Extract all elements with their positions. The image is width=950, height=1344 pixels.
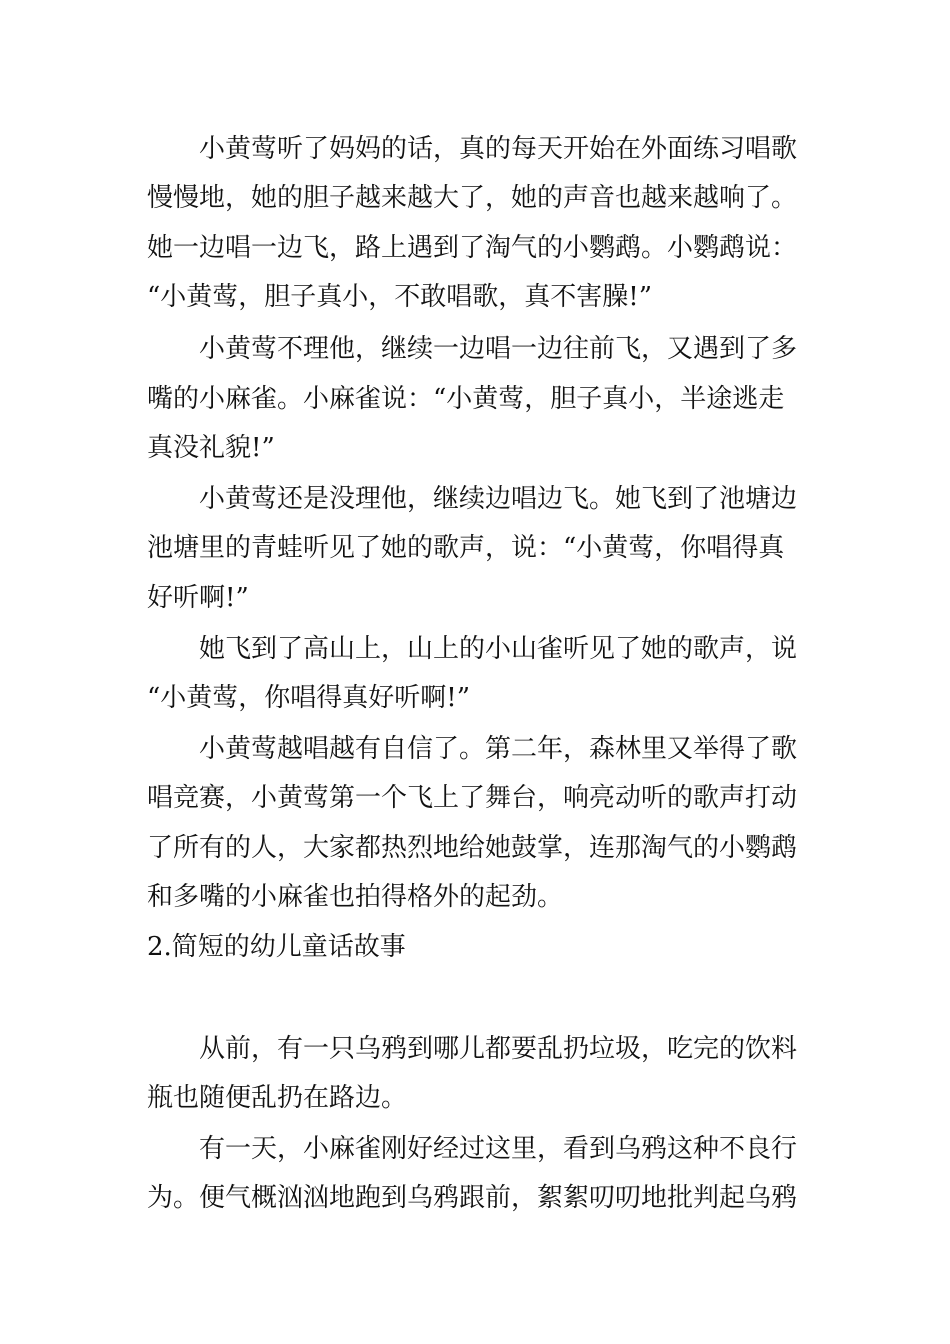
text-line: 小黄莺越唱越有自信了。第二年，森林里又举得了歌 — [199, 734, 798, 764]
text-line: 和多嘴的小麻雀也拍得格外的起劲。 — [147, 882, 564, 912]
text-line: “小黄莺，胆子真小，不敢唱歌，真不害臊!” — [147, 282, 653, 312]
text-line: 瓶也随便乱扔在路边。 — [147, 1083, 408, 1113]
text-line: 小黄莺还是没理他，继续边唱边飞。她飞到了池塘边 — [199, 484, 798, 514]
text-line: 唱竞赛，小黄莺第一个飞上了舞台，响亮动听的歌声打动 — [147, 783, 798, 813]
text-line: 小黄莺听了妈妈的话，真的每天开始在外面练习唱歌 — [199, 134, 798, 164]
text-line: 好听啊!” — [147, 583, 249, 613]
text-line: 真没礼貌!” — [147, 433, 275, 463]
text-line: 为。便气概汹汹地跑到乌鸦跟前，絮絮叨叨地批判起乌鸦 — [147, 1183, 798, 1213]
text-line: 嘴的小麻雀。小麻雀说：“小黄莺，胆子真小，半途逃走 — [147, 384, 785, 414]
text-line: 从前，有一只乌鸦到哪儿都要乱扔垃圾，吃完的饮料 — [199, 1034, 798, 1064]
text-line: 池塘里的青蛙听见了她的歌声，说：“小黄莺，你唱得真 — [147, 533, 785, 563]
text-line: 她一边唱一边飞，路上遇到了淘气的小鹦鹉。小鹦鹉说： — [147, 233, 798, 263]
text-line: 了所有的人，大家都热烈地给她鼓掌，连那淘气的小鹦鹉 — [147, 833, 798, 863]
text-line: “小黄莺，你唱得真好听啊!” — [147, 683, 471, 713]
text-line: 慢慢地，她的胆子越来越大了，她的声音也越来越响了。 — [147, 183, 798, 213]
text-line: 小黄莺不理他，继续一边唱一边往前飞，又遇到了多 — [199, 334, 798, 364]
text-line: 她飞到了高山上，山上的小山雀听见了她的歌声，说 — [199, 634, 798, 664]
text-line: 有一天，小麻雀刚好经过这里，看到乌鸦这种不良行 — [199, 1134, 798, 1164]
section-heading: 2.简短的幼儿童话故事 — [147, 932, 406, 962]
